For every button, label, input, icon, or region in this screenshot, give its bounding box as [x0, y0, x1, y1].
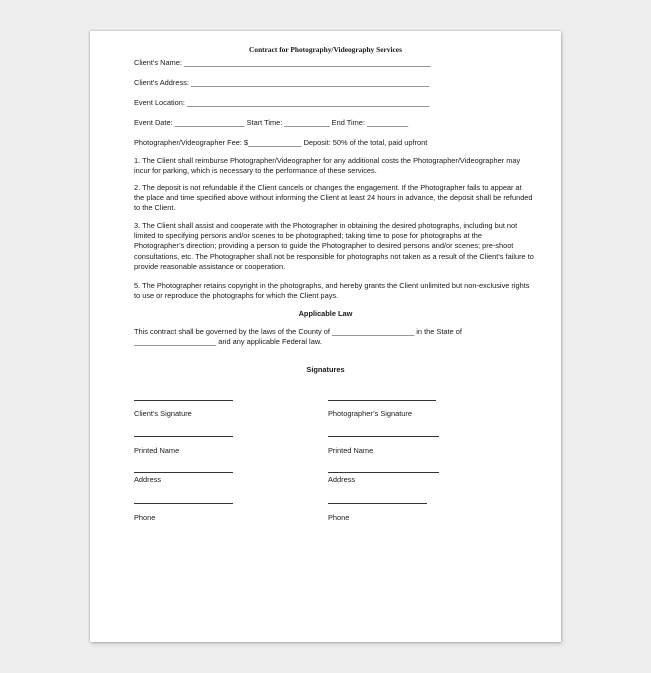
photographer-address-line	[328, 472, 439, 473]
client-printed-name-label: Printed Name	[134, 446, 180, 455]
document-title: Contract for Photography/Videography Services	[249, 45, 402, 54]
client-signature-label: Client’s Signature	[134, 409, 192, 418]
applicable-law-line-2: ____________________ and any applicable Federal law.	[134, 337, 322, 346]
client-signature-line	[134, 400, 233, 401]
client-phone-label: Phone	[134, 513, 156, 522]
client-phone-line	[134, 503, 233, 504]
photographer-signature-label: Photographer’s Signature	[328, 409, 412, 418]
event-location-field: Event Location: ___________________________________________________________	[134, 98, 430, 107]
fee-deposit-row: Photographer/Videographer Fee: $_____________ Deposit: 50% of the total, paid upfront	[134, 138, 428, 147]
clause-5: 5. The Photographer retains copyright in the photographs, and hereby grants the Client unlimited but non-exclusive rights to use or reproduce the photographs for which the Client pays.	[134, 281, 530, 301]
applicable-law-heading: Applicable Law	[298, 309, 353, 318]
client-name-field: Client’s Name: ____________________________________________________________	[134, 58, 431, 67]
photographer-phone-label: Phone	[328, 513, 350, 522]
contract-page	[90, 31, 561, 642]
applicable-law-line-1: This contract shall be governed by the laws of the County of ____________________ in the State of	[134, 327, 462, 336]
client-address-field: Client’s Address: __________________________________________________________	[134, 78, 430, 87]
clause-1: 1. The Client shall reimburse Photographer/Videographer for any additional costs the Photographer/Videographer may incur for parking, which is necessary to the performance of these services.	[134, 156, 521, 176]
client-address-line	[134, 472, 233, 473]
clause-2: 2. The deposit is not refundable if the Client cancels or changes the engagement. If the Photographer fails to appear at the place and time specified above without informing the Client at least 24 hours in advance, the deposit shall be refunded to the Client.	[134, 183, 533, 213]
signatures-heading: Signatures	[306, 365, 345, 374]
event-date-time-row: Event Date: _________________ Start Time: ___________ End Time: __________	[134, 118, 409, 127]
photographer-printed-name-label: Printed Name	[328, 446, 374, 455]
photographer-address-label: Address	[328, 475, 356, 484]
client-printed-name-line	[134, 436, 233, 437]
photographer-printed-name-line	[328, 436, 439, 437]
photographer-signature-line	[328, 400, 436, 401]
client-address-label: Address	[134, 475, 162, 484]
photographer-phone-line	[328, 503, 427, 504]
clause-3: 3. The Client shall assist and cooperate with the Photographer in obtaining the desired photographs, including but not limited to specifying persons and/or scenes to be photographed; taking time to pose for photographs at the Photographer’s direction; providing a person to guide the Photographer to desired persons and/or scenes; pre-shoot consultations, etc. The Photographer shall not be responsible for photographs not taken as a result of the Client’s failure to provide reasonable assistance or cooperation.	[134, 221, 534, 271]
